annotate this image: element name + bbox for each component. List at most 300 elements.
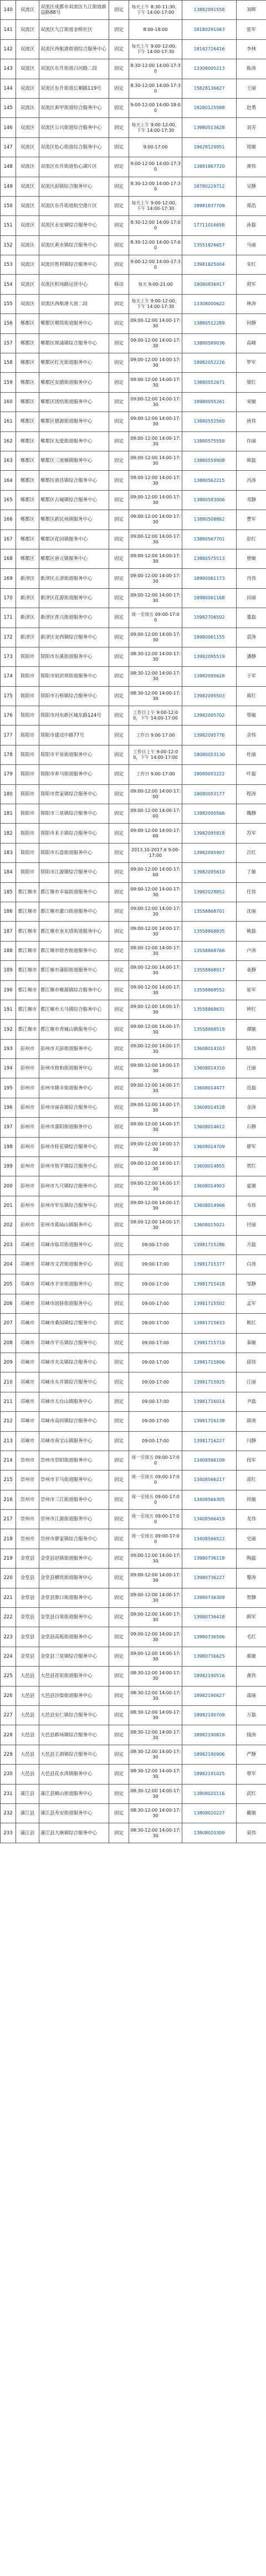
cell-contact: 金涛 — [237, 1098, 266, 1117]
cell-type: 固定 — [109, 569, 129, 588]
cell-address: 彭州市天彭街道服务中心 — [39, 1039, 109, 1058]
cell-phone: 17711016658 — [182, 216, 237, 235]
cell-type: 固定 — [109, 1294, 129, 1313]
cell-address: 简阳市三星镇综合服务中心 — [39, 804, 109, 824]
cell-no: 203 — [1, 1235, 16, 1254]
cell-address: 郫都区德源街道服务中心 — [39, 412, 109, 431]
cell-type: 固定 — [109, 1686, 129, 1705]
cell-contact: 夏敏 — [237, 1176, 266, 1196]
cell-hours: 周一至周五 09:00-17:00 — [129, 1529, 182, 1549]
cell-district: 简阳市 — [16, 745, 39, 764]
cell-contact: 贾红 — [237, 1157, 266, 1176]
cell-type: 固定 — [109, 1451, 129, 1470]
cell-phone: 13981715633 — [182, 1314, 237, 1333]
cell-type: 固定 — [109, 1157, 129, 1176]
cell-contact: 刘晖 — [237, 1, 266, 20]
cell-contact: 赵勇 — [237, 98, 266, 117]
table-row — [1, 431, 266, 451]
cell-hours: 每天上午 9:00-12:00，下午 14:00-17:30 — [129, 196, 182, 215]
cell-district: 金堂县 — [16, 1569, 39, 1588]
cell-type: 固定 — [109, 1392, 129, 1411]
cell-phone: 13880567701 — [182, 529, 237, 549]
cell-type: 固定 — [109, 1608, 129, 1627]
cell-contact: 段军 — [237, 1451, 266, 1470]
cell-contact: 蒋红 — [237, 686, 266, 706]
cell-type: 固定 — [109, 353, 129, 373]
cell-no: 224 — [1, 1647, 16, 1666]
table-row — [1, 1529, 266, 1549]
cell-district: 邛崃市 — [16, 1294, 39, 1313]
table-body — [1, 1, 266, 1843]
cell-district: 简阳市 — [16, 824, 39, 843]
cell-hours: 09:00-12:00 14:00-17:30 — [129, 922, 182, 941]
cell-hours: 9:00-12:00 14:00-17:30 — [129, 157, 182, 177]
cell-hours: 09:00-12:00 14:00-17:30 — [129, 1078, 182, 1098]
cell-type: 固定 — [109, 137, 129, 157]
cell-address: 崇州市江源街道服务中心 — [39, 1510, 109, 1529]
cell-no: 149 — [1, 177, 16, 196]
cell-district: 双流区 — [16, 235, 39, 255]
cell-hours: 09:00-12:00 14:00-17:30 — [129, 1549, 182, 1568]
cell-no: 169 — [1, 569, 16, 588]
cell-address: 郫都区唐昌镇综合服务中心 — [39, 471, 109, 490]
cell-type: 固定 — [109, 1705, 129, 1725]
cell-no: 182 — [1, 824, 16, 843]
cell-hours: 09:00-17:00 — [129, 1372, 182, 1392]
cell-phone: 18080836917 — [182, 275, 237, 294]
cell-address: 都江堰市天马镇综合服务中心 — [39, 1000, 109, 1019]
table-row — [1, 59, 266, 79]
cell-no: 206 — [1, 1294, 16, 1313]
cell-district: 都江堰市 — [16, 922, 39, 941]
cell-hours: 工作日 9:00-17:00 — [129, 726, 182, 745]
cell-district: 彭州市 — [16, 1059, 39, 1078]
cell-district: 彭州市 — [16, 1196, 39, 1215]
table-row — [1, 294, 266, 313]
table-row — [1, 1392, 266, 1411]
cell-contact: 卢涛 — [237, 941, 266, 960]
cell-phone: 13608014310 — [182, 1059, 237, 1078]
cell-contact: 蔡敏 — [237, 706, 266, 726]
cell-hours: 09:00-17:00 — [129, 1412, 182, 1431]
table-row — [1, 118, 266, 137]
cell-no: 198 — [1, 1137, 16, 1156]
table-row — [1, 1294, 266, 1313]
table-row — [1, 1667, 266, 1686]
cell-phone: 13808020227 — [182, 1803, 237, 1823]
cell-hours: 09:00-12:00 14:00-17:30 — [129, 1216, 182, 1235]
cell-phone: 13808020116 — [182, 1784, 237, 1803]
cell-hours: 每天 9:00-21:00 — [129, 275, 182, 294]
cell-phone: 13981716138 — [182, 1412, 237, 1431]
cell-address: 双流区东升街道长顺路119号 — [39, 79, 109, 98]
cell-hours: 09:00-12:00 14:00-17:30 — [129, 549, 182, 568]
cell-district: 双流区 — [16, 196, 39, 215]
cell-address: 金堂县赵镇街道服务中心 — [39, 1549, 109, 1568]
cell-contact: 白涛 — [237, 1255, 266, 1274]
cell-no: 142 — [1, 39, 16, 59]
cell-no: 162 — [1, 431, 16, 451]
cell-address: 彭州市军乐镇综合服务中心 — [39, 1196, 109, 1215]
cell-district: 新津区 — [16, 608, 39, 628]
cell-hours: 09:00-12:00 14:00-17:30 — [129, 373, 182, 392]
cell-contact: 武红 — [237, 1784, 266, 1803]
table-row — [1, 608, 266, 628]
table-row — [1, 1314, 266, 1333]
cell-type: 固定 — [109, 1353, 129, 1372]
cell-district: 大邑县 — [16, 1765, 39, 1784]
cell-hours: 09:00-12:00 14:00-17:30 — [129, 451, 182, 470]
table-row — [1, 686, 266, 706]
cell-district: 新津区 — [16, 569, 39, 588]
cell-type: 固定 — [109, 451, 129, 470]
cell-address: 简阳市建设中路77号 — [39, 726, 109, 745]
cell-address: 简阳市平泉街道服务中心 — [39, 745, 109, 764]
cell-district: 简阳市 — [16, 706, 39, 726]
cell-phone: 13880559908 — [182, 451, 237, 470]
cell-contact: 龚伟 — [237, 1667, 266, 1686]
cell-district: 蒲江县 — [16, 1823, 39, 1843]
cell-district: 双流区 — [16, 216, 39, 235]
cell-hours: 08:30-12:00 14:00-17:30 — [129, 667, 182, 686]
cell-type: 固定 — [109, 196, 129, 215]
cell-district: 邛崃市 — [16, 1314, 39, 1333]
cell-phone: 13981716227 — [182, 1431, 237, 1451]
cell-phone: 13982095776 — [182, 726, 237, 745]
cell-address: 简阳市东溪街道服务中心 — [39, 647, 109, 666]
cell-address: 郫都区三道堰镇服务中心 — [39, 451, 109, 470]
cell-no: 186 — [1, 902, 16, 921]
cell-phone: 13980736418 — [182, 1608, 237, 1627]
cell-district: 都江堰市 — [16, 980, 39, 1000]
cell-type: 固定 — [109, 490, 129, 510]
cell-type: 固定 — [109, 314, 129, 333]
cell-phone: 13608014903 — [182, 1176, 237, 1196]
cell-type: 固定 — [109, 1314, 129, 1333]
cell-address: 简阳市江源镇综合服务中心 — [39, 863, 109, 882]
cell-hours: 09:00-12:00 14:00-17:30 — [129, 353, 182, 373]
cell-contact: 韩磊 — [237, 451, 266, 470]
cell-hours: 09:00-12:00 14:00-17:00 — [129, 824, 182, 843]
cell-no: 180 — [1, 784, 16, 804]
cell-district: 崇州市 — [16, 1451, 39, 1470]
cell-no: 212 — [1, 1412, 16, 1431]
cell-contact: 曾敏 — [237, 549, 266, 568]
table-row — [1, 1353, 266, 1372]
cell-phone: 13558868917 — [182, 961, 237, 980]
cell-contact: 何静 — [237, 314, 266, 333]
cell-contact: 曹军 — [237, 510, 266, 529]
cell-phone: 13608014203 — [182, 1039, 237, 1058]
cell-type: 固定 — [109, 255, 129, 275]
cell-phone: 13982095702 — [182, 706, 237, 726]
cell-district: 邛崃市 — [16, 1372, 39, 1392]
cell-no: 201 — [1, 1196, 16, 1215]
cell-type: 固定 — [109, 1803, 129, 1823]
cell-district: 金堂县 — [16, 1627, 39, 1647]
cell-hours: 09:00-12:00 14:00-17:30 — [129, 882, 182, 902]
cell-phone: 13882091558 — [182, 1, 237, 20]
cell-phone: 13982095519 — [182, 647, 237, 666]
cell-no: 187 — [1, 922, 16, 941]
table-row — [1, 1118, 266, 1137]
cell-district: 双流区 — [16, 39, 39, 59]
cell-address: 彭州市濛阳街道服务中心 — [39, 1118, 109, 1137]
cell-type: 固定 — [109, 118, 129, 137]
table-row — [1, 1137, 266, 1156]
table-row — [1, 1803, 266, 1823]
cell-address: 郫都区唐元镇服务中心 — [39, 549, 109, 568]
cell-contact: 闫静 — [237, 1431, 266, 1451]
cell-address: 大邑县王泗镇综合服务中心 — [39, 1745, 109, 1764]
cell-no: 199 — [1, 1157, 16, 1176]
table-row — [1, 1725, 266, 1745]
cell-type: 固定 — [109, 1059, 129, 1078]
cell-phone: 18982052226 — [182, 353, 237, 373]
cell-address: 蒲江县鹤山街道服务中心 — [39, 1784, 109, 1803]
cell-hours: 8:30-12:00 14:00-17:00 — [129, 216, 182, 235]
cell-address: 彭州市致和街道服务中心 — [39, 1059, 109, 1078]
cell-hours: 09:00-12:00 14:00-17:30 — [129, 1059, 182, 1078]
table-row — [1, 1647, 266, 1666]
cell-type: 固定 — [109, 1588, 129, 1607]
cell-no: 159 — [1, 373, 16, 392]
table-row — [1, 235, 266, 255]
table-row — [1, 1157, 266, 1176]
cell-address: 双流区东升街道白河路二段 — [39, 59, 109, 79]
cell-no: 141 — [1, 20, 16, 39]
cell-type: 固定 — [109, 333, 129, 353]
cell-district: 彭州市 — [16, 1157, 39, 1176]
cell-type: 固定 — [109, 765, 129, 784]
cell-phone: 13408566217 — [182, 1470, 237, 1490]
cell-address: 邛崃市高何镇综合服务中心 — [39, 1412, 109, 1431]
cell-phone: 13608014855 — [182, 1157, 237, 1176]
cell-hours: 09:00-12:00 14:00-17:30 — [129, 1118, 182, 1137]
cell-type: 固定 — [109, 1216, 129, 1235]
cell-address: 邛崃市火井镇综合服务中心 — [39, 1372, 109, 1392]
cell-address: 邛崃市桑园镇综合服务中心 — [39, 1314, 109, 1333]
table-row — [1, 902, 266, 921]
cell-no: 177 — [1, 726, 16, 745]
table-row — [1, 451, 266, 470]
cell-address: 金堂县三星镇综合服务中心 — [39, 1647, 109, 1666]
cell-district: 简阳市 — [16, 686, 39, 706]
cell-type: 固定 — [109, 1196, 129, 1215]
cell-no: 213 — [1, 1431, 16, 1451]
table-row — [1, 1784, 266, 1803]
cell-type: 固定 — [109, 1490, 129, 1509]
cell-district: 双流区 — [16, 294, 39, 313]
cell-hours: 周一至周五 09:00-17:00 — [129, 1510, 182, 1529]
cell-type: 固定 — [109, 843, 129, 862]
cell-hours: 09:00-12:00 14:00-17:30 — [129, 1176, 182, 1196]
cell-no: 178 — [1, 745, 16, 764]
cell-phone: 13558868631 — [182, 1000, 237, 1019]
cell-contact: 彭红 — [237, 529, 266, 549]
cell-district: 彭州市 — [16, 1078, 39, 1098]
cell-contact: 刘芳 — [237, 118, 266, 137]
cell-hours: 08:30-12:00 14:00-17:30 — [129, 1784, 182, 1803]
cell-phone: 18182726416 — [182, 39, 237, 59]
cell-no: 209 — [1, 1353, 16, 1372]
cell-contact: 胡军 — [237, 275, 266, 294]
cell-hours: 9:00-12:00 14:00-17:30 — [129, 255, 182, 275]
cell-address: 都江堰市青城山镇服务中心 — [39, 1020, 109, 1039]
cell-phone: 13980736625 — [182, 1647, 237, 1666]
cell-contact: 马丽 — [237, 235, 266, 255]
table-row — [1, 1412, 266, 1431]
cell-no: 140 — [1, 1, 16, 20]
cell-no: 172 — [1, 628, 16, 647]
cell-hours: 08:30-12:00 14:00-17:30 — [129, 686, 182, 706]
cell-no: 144 — [1, 79, 16, 98]
cell-district: 简阳市 — [16, 863, 39, 882]
cell-hours: 08:30-12:00 14:00-17:30 — [129, 1667, 182, 1686]
cell-type: 固定 — [109, 1431, 129, 1451]
cell-phone: 18980061168 — [182, 588, 237, 608]
cell-address: 简阳市射洪坝街道服务中心 — [39, 667, 109, 686]
cell-no: 163 — [1, 451, 16, 470]
cell-phone: 13558868701 — [182, 902, 237, 921]
cell-type: 固定 — [109, 1784, 129, 1803]
cell-type: 固定 — [109, 824, 129, 843]
cell-type: 固定 — [109, 471, 129, 490]
cell-hours: 周一至周五 09:00-17:00 — [129, 1490, 182, 1509]
cell-type: 固定 — [109, 1078, 129, 1098]
cell-hours: 周一至周五 09:00-17:00 — [129, 608, 182, 628]
cell-no: 190 — [1, 980, 16, 1000]
cell-type: 固定 — [109, 412, 129, 431]
cell-type: 固定 — [109, 1098, 129, 1117]
cell-contact: 方磊 — [237, 1235, 266, 1254]
cell-type: 固定 — [109, 392, 129, 412]
cell-no: 147 — [1, 137, 16, 157]
cell-contact: 史丽 — [237, 1529, 266, 1549]
table-row — [1, 98, 266, 117]
table-row — [1, 1078, 266, 1098]
cell-contact: 陆伟 — [237, 1039, 266, 1058]
cell-contact: 周敏 — [237, 137, 266, 157]
cell-phone: 18180291063 — [182, 20, 237, 39]
cell-type: 固定 — [109, 510, 129, 529]
cell-address: 双流区彭镇综合服务中心 — [39, 177, 109, 196]
table-row — [1, 863, 266, 882]
cell-hours: 09:00-12:00 14:00-17:30 — [129, 902, 182, 921]
cell-contact: 余伟 — [237, 726, 266, 745]
cell-hours: 09:00-12:00 14:00-17:30 — [129, 510, 182, 529]
cell-address: 崇州市三江街道服务中心 — [39, 1490, 109, 1509]
cell-type: 固定 — [109, 1725, 129, 1745]
cell-no: 191 — [1, 1000, 16, 1019]
cell-phone: 13608014528 — [182, 1098, 237, 1117]
cell-hours: 工作日 9:00-17:00 — [129, 765, 182, 784]
cell-no: 220 — [1, 1569, 16, 1588]
cell-type: 固定 — [109, 1510, 129, 1529]
cell-no: 216 — [1, 1490, 16, 1509]
table-row — [1, 333, 266, 353]
cell-district: 双流区 — [16, 118, 39, 137]
cell-district: 蒲江县 — [16, 1803, 39, 1823]
cell-address: 双流区怡心街道综合服务中心 — [39, 137, 109, 157]
cell-address: 金堂县淮口街道服务中心 — [39, 1588, 109, 1607]
table-row — [1, 275, 266, 294]
cell-no: 231 — [1, 1784, 16, 1803]
cell-phone: 18980061173 — [182, 569, 237, 588]
table-row — [1, 706, 266, 726]
cell-address: 郫都区新民场镇服务中心 — [39, 510, 109, 529]
cell-phone: 18982190818 — [182, 1725, 237, 1745]
cell-phone: 13982095818 — [182, 824, 237, 843]
cell-no: 155 — [1, 294, 16, 313]
cell-phone: 13881867720 — [182, 157, 237, 177]
table-row — [1, 922, 266, 941]
cell-no: 179 — [1, 765, 16, 784]
cell-hours: 09:00-12:00 14:00-17:30 — [129, 529, 182, 549]
table-row — [1, 1745, 266, 1764]
cell-hours: 09:00-17:00 — [129, 1255, 182, 1274]
cell-phone: 13880508862 — [182, 510, 237, 529]
table-row — [1, 1000, 266, 1019]
cell-address: 彭州市九尺镇综合服务中心 — [39, 1176, 109, 1196]
table-row — [1, 1235, 266, 1254]
cell-address: 郫都区团结街道服务中心 — [39, 392, 109, 412]
cell-type: 固定 — [109, 1372, 129, 1392]
cell-district: 都江堰市 — [16, 882, 39, 902]
cell-contact: 韦伟 — [237, 1196, 266, 1215]
cell-type: 固定 — [109, 1, 129, 20]
cell-type: 固定 — [109, 588, 129, 608]
cell-contact: 董磊 — [237, 608, 266, 628]
cell-phone: 13880562215 — [182, 471, 237, 490]
cell-no: 166 — [1, 510, 16, 529]
cell-district: 郫都区 — [16, 412, 39, 431]
cell-hours: 09:00-12:00 14:00-17:30 — [129, 1627, 182, 1647]
cell-address: 郫都区郫筒街道服务中心 — [39, 314, 109, 333]
cell-district: 双流区 — [16, 79, 39, 98]
cell-district: 简阳市 — [16, 765, 39, 784]
cell-phone: 18628129951 — [182, 137, 237, 157]
cell-district: 双流区 — [16, 137, 39, 157]
cell-hours: 8:30-12:00 14:00-17:30 — [129, 177, 182, 196]
cell-type: 固定 — [109, 20, 129, 39]
cell-district: 简阳市 — [16, 726, 39, 745]
cell-phone: 13558868766 — [182, 941, 237, 960]
table-row — [1, 941, 266, 960]
cell-hours: 每天上午 9:00-12:00，下午 14:00-17:30 — [129, 118, 182, 137]
cell-contact: 魏静 — [237, 804, 266, 824]
cell-hours: 09:00-12:00 14:00-17:30 — [129, 1000, 182, 1019]
cell-contact: 钟红 — [237, 1000, 266, 1019]
cell-hours: 9:00-17:00 — [129, 137, 182, 157]
table-row — [1, 745, 266, 764]
cell-contact: 于军 — [237, 667, 266, 686]
cell-no: 158 — [1, 353, 16, 373]
cell-address: 大邑县新场镇综合服务中心 — [39, 1725, 109, 1745]
cell-phone: 18982190709 — [182, 1705, 237, 1725]
cell-district: 邛崃市 — [16, 1392, 39, 1411]
cell-district: 彭州市 — [16, 1039, 39, 1058]
cell-district: 郫都区 — [16, 353, 39, 373]
cell-type: 固定 — [109, 431, 129, 451]
cell-district: 都江堰市 — [16, 961, 39, 980]
cell-phone: 13408566522 — [182, 1529, 237, 1549]
cell-type: 固定 — [109, 177, 129, 196]
table-row — [1, 177, 266, 196]
cell-hours: 08:30-12:00 14:00-17:30 — [129, 1765, 182, 1784]
cell-contact: 秦敏 — [237, 1333, 266, 1353]
cell-type: 固定 — [109, 1118, 129, 1137]
